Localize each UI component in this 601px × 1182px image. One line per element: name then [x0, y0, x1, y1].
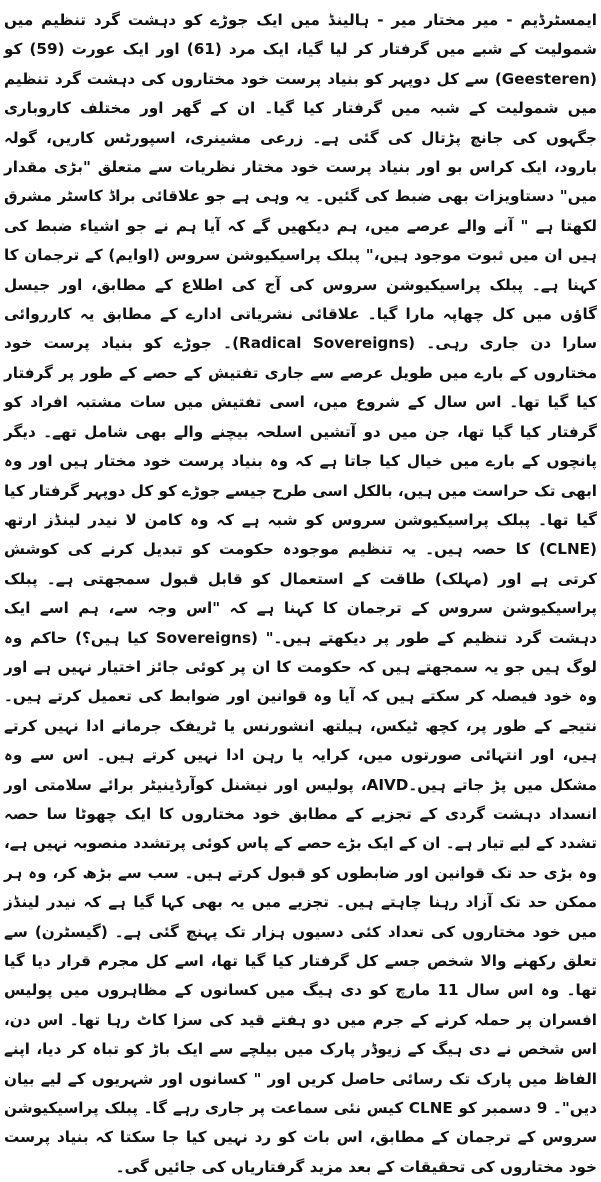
article-body: ایمسٹرڈیم - میر مختار میر - ہالینڈ میں ایک جوڑے کو دہشت گرد تنظیم میں شمولیت کے شبے میں گرفتار کر لیا گیا، ایک مرد (61) اور ایک عورت (59) کو (Geesteren) سے کل دوپہر کو بنیاد پرست خود مختاروں کی دہشت گرد تنظیم میں شمولیت کے شبہ میں گرفتار کیا گیا۔ ان کے گھر اور مختلف کاروباری جگہوں کی جانچ پڑتال کی گئی ہے۔ زرعی مشینری، اسپورٹس کاریں، گولہ بارود، ایک کراس بو اور بنیاد پرست خود مختار نظریات سے متعلق "بڑی مقدار میں" دستاویزات بھی ضبط کی گئیں۔ یہ وہی ہے جو علاقائی براڈ کاسٹر مشرق لکھتا ہے " آنے والے عرصے میں، ہم دیکھیں گے کہ آیا ہم نے جو اشیاء ضبط کی ہیں ان میں ثبوت موجود ہیں،" پبلک پراسیکیوشن سروس (اوایم) کے ترجمان کا کہنا ہے۔ پبلک پراسیکیوشن سروس کی آج کی اطلاع کے مطابق، اور جیسل گاؤں میں کل چھاپہ مارا گیا۔ علاقائی نشریاتی ادارے کے مطابق یہ کارروائی سارا دن جاری رہی۔ (Radical Sovereigns)۔ جوڑے کو بنیاد پرست خود مختاروں کے بارے میں طویل عرصے سے جاری تفتیش کے حصے کے طور پر گرفتار کیا گیا تھا۔ اس سال کے شروع میں، اسی تفتیش میں سات مشتبہ افراد کو گرفتار کیا گیا تھا، جن میں دو آتشیں اسلحہ بیچنے والے بھی شامل تھے۔ دیگر پانچوں کے بارے میں خیال کیا جاتا ہے کہ وہ بنیاد پرست خود مختار ہیں اور وہ ابھی تک حراست میں ہیں، بالکل اسی طرح جیسے جوڑے کو کل دوپہر گرفتار کیا گیا تھا۔ پبلک پراسیکیوشن سروس کو شبہ ہے کہ وہ کامن لا نیدر لینڈز ارتھ (CLNE) کا حصہ ہیں۔ یہ تنظیم موجودہ حکومت کو تبدیل کرنے کی کوشش کرتی ہے اور (مہلک) طاقت کے استعمال کو قابل قبول سمجھتی ہے۔ پبلک پراسیکیوشن سروس کے ترجمان کا کہنا ہے کہ "اس وجہ سے، ہم اسے ایک دہشت گرد تنظیم کے طور پر دیکھتے ہیں۔" (Sovereigns کیا ہیں؟) حاکم وہ لوگ ہیں جو یہ سمجھتے ہیں کہ حکومت کا ان پر کوئی جائز اختیار نہیں ہے اور وہ خود فیصلہ کر سکتے ہیں کہ آیا وہ قوانین اور ضوابط کی تعمیل کرتے ہیں۔ نتیجے کے طور پر، کچھ ٹیکس، ہیلتھ انشورنس یا ٹریفک جرمانے ادا نہیں کرتے ہیں، اور انتہائی صورتوں میں، کرایہ یا رہن ادا نہیں کرتے ہیں۔ اس سے وہ مشکل میں پڑ جاتے ہیں۔AIVD، پولیس اور نیشنل کوآرڈینیٹر برائے سلامتی اور انسداد دہشت گردی کے تجزیے کے مطابق خود مختاروں کا ایک چھوٹا سا حصہ تشدد کے لیے تیار ہے۔ ان کے ایک بڑے حصے کے پاس کوئی پرتشدد منصوبہ نہیں ہے، وہ بڑی حد تک قوانین اور ضابطوں کو قبول کرتے ہیں۔ سب سے بڑھ کر، وہ ہر ممکن حد تک آزاد رہنا چاہتے ہیں۔ تجزیے میں یہ بھی کہا گیا ہے کہ نیدر لینڈز میں خود مختاروں کی تعداد کئی دسیوں ہزار تک پہنچ گئی ہے۔ (گیسٹرن) سے تعلق رکھنے والا شخص جسے کل گرفتار کیا گیا تھا، اسے کل مجرم قرار دیا گیا تھا۔ وہ اس سال 11 مارچ کو دی ہیگ میں کسانوں کے مظاہروں میں پولیس افسران پر حملہ کرنے کے جرم میں دو ہفتے قید کی سزا کاٹ رہا تھا۔ اس دن، اس شخص نے دی ہیگ کے زیوڈر پارک میں بیلچے سے ایک باڑ کو تباہ کر دیا، اپنے الفاظ میں پارک تک رسائی حاصل کریں اور " کسانوں اور شہریوں کے لیے بیان دیں"۔ 9 دسمبر کو CLNE کیس نئی سماعت پر جاری رہے گا۔ پبلک پراسیکیوشن سروس کے ترجمان کے مطابق، اس بات کو رد نہیں کیا جا سکتا کہ بنیاد پرست خود مختاروں کی تحقیقات کے بعد مزید گرفتاریاں کی جائیں گی۔ — [4, 11, 598, 1176]
